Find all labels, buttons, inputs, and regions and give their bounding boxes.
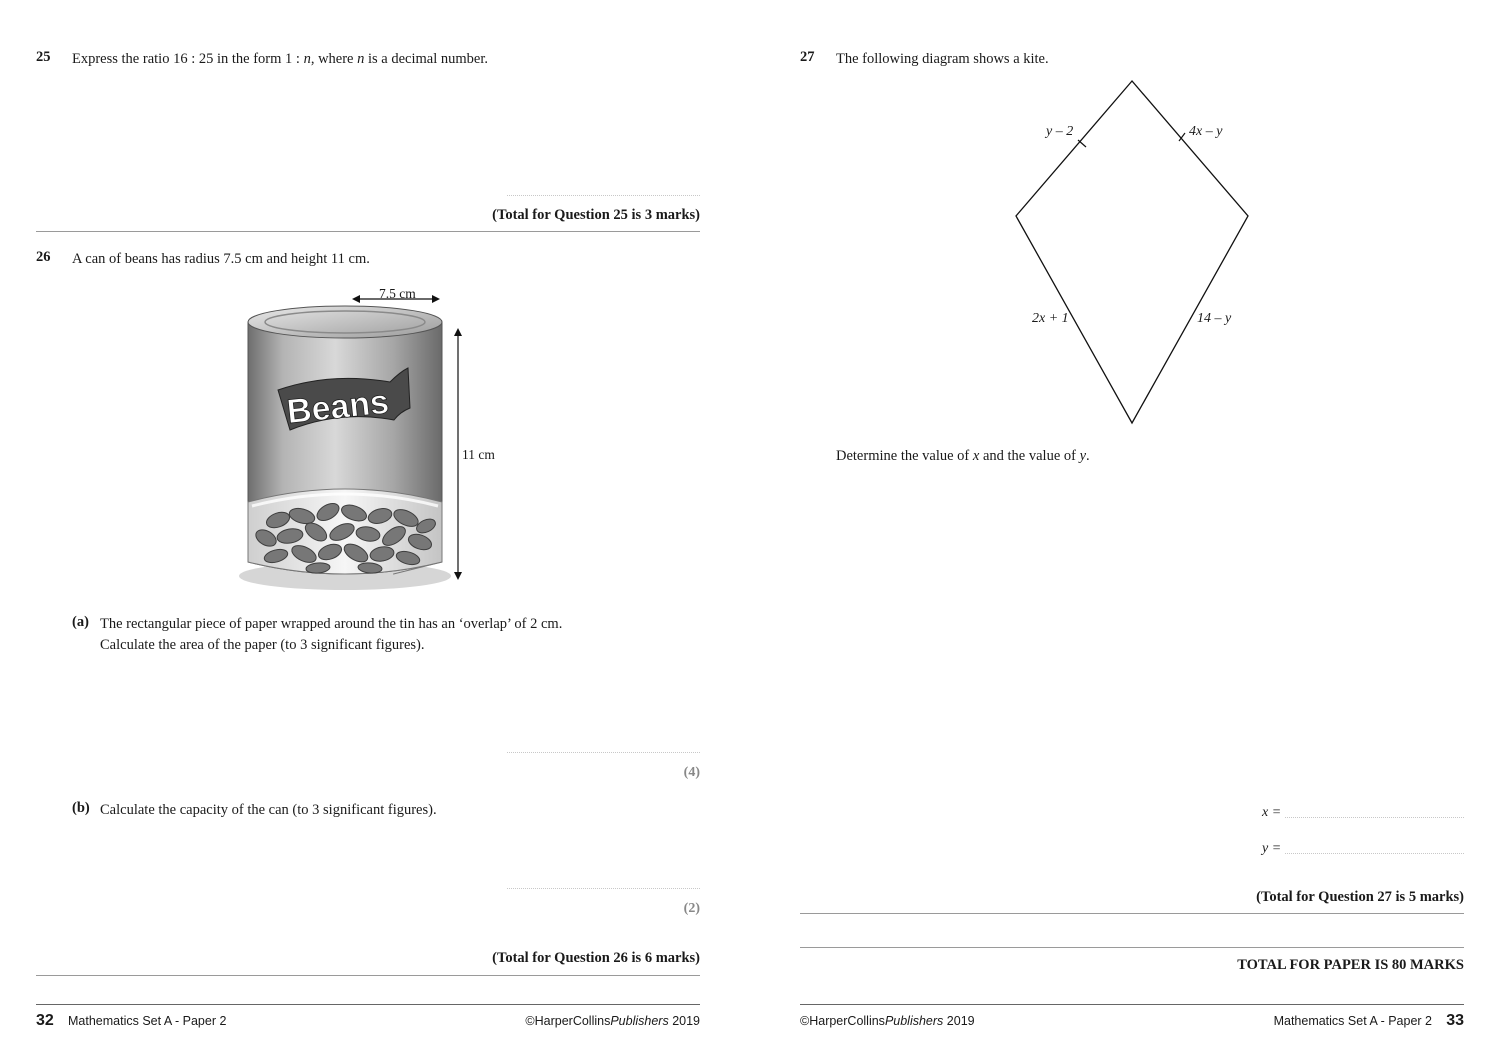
q25-text-part: Express the ratio 16 : 25 in the form 1 : bbox=[72, 51, 304, 67]
copyright-part: ©HarperCollins bbox=[800, 1014, 885, 1028]
part-a-line1: The rectangular piece of paper wrapped around the tin has an ‘overlap’ of 2 cm. bbox=[100, 616, 563, 632]
answer-y-line[interactable] bbox=[1285, 853, 1464, 854]
copyright-part: ©HarperCollins bbox=[525, 1014, 611, 1028]
right-page-number: 33 bbox=[1446, 1012, 1464, 1029]
question-27-number: 27 bbox=[800, 49, 815, 65]
question-27-text: The following diagram shows a kite. bbox=[836, 51, 1049, 67]
q25-var-n: n bbox=[303, 51, 311, 67]
radius-arrowhead-left bbox=[352, 295, 360, 303]
kite-label-top-right: 4x – y bbox=[1189, 124, 1223, 139]
radius-label: 7.5 cm bbox=[379, 286, 416, 301]
left-footer-title: Mathematics Set A - Paper 2 bbox=[68, 1014, 227, 1028]
q27-prompt-part: . bbox=[1086, 448, 1090, 464]
kite-diagram bbox=[1000, 70, 1270, 435]
question-25-text bbox=[72, 49, 488, 70]
q25-text-part: , where bbox=[310, 51, 358, 67]
left-footer-copyright bbox=[525, 1014, 700, 1028]
copyright-part: Publishers bbox=[884, 1014, 944, 1028]
q27-divider bbox=[800, 913, 1464, 914]
part-b-answer-line[interactable] bbox=[507, 888, 700, 889]
bean-can-illustration bbox=[230, 280, 510, 595]
question-27-prompt bbox=[836, 446, 1090, 467]
part-b-label: (b) bbox=[72, 800, 90, 816]
radius-arrowhead-right bbox=[432, 295, 440, 303]
right-footer-copyright bbox=[800, 1014, 975, 1028]
question-26-number: 26 bbox=[36, 249, 51, 265]
kite-label-bottom-left: 2x + 1 bbox=[1032, 311, 1069, 326]
q27-var-y: y bbox=[1079, 448, 1087, 464]
part-b-line1: Calculate the capacity of the can (to 3 significant figures). bbox=[100, 802, 437, 818]
q25-answer-line[interactable] bbox=[507, 195, 700, 196]
answer-x-line[interactable] bbox=[1285, 817, 1464, 818]
answer-y-label: y = bbox=[1262, 841, 1282, 856]
right-footer-title: Mathematics Set A - Paper 2 bbox=[1273, 1014, 1432, 1028]
height-arrowhead-top bbox=[454, 328, 462, 336]
answer-x-label: x = bbox=[1262, 805, 1282, 820]
part-a-answer-line[interactable] bbox=[507, 752, 700, 753]
part-a-marks: (4) bbox=[683, 765, 700, 780]
tick-mark-left bbox=[1078, 140, 1086, 147]
q25-text-part: is a decimal number. bbox=[364, 51, 488, 67]
question-26-text: A can of beans has radius 7.5 cm and height 11 cm. bbox=[72, 251, 370, 267]
kite-label-bottom-right: 14 – y bbox=[1197, 311, 1232, 326]
q25-var-n: n bbox=[357, 51, 365, 67]
left-footer-rule bbox=[36, 1004, 700, 1005]
copyright-part: Publishers bbox=[610, 1014, 669, 1028]
q27-prompt-part: Determine the value of bbox=[836, 448, 973, 464]
q26-total-marks: (Total for Question 26 is 6 marks) bbox=[492, 950, 700, 966]
right-footer-rule bbox=[800, 1004, 1464, 1005]
can-brand-text: Beans bbox=[285, 382, 391, 432]
q25-divider bbox=[36, 231, 700, 232]
left-page-number: 32 bbox=[36, 1012, 54, 1029]
part-a-line2: Calculate the area of the paper (to 3 significant figures). bbox=[100, 637, 425, 653]
q27-total-marks: (Total for Question 27 is 5 marks) bbox=[1256, 889, 1464, 905]
height-arrowhead-bottom bbox=[454, 572, 462, 580]
paper-total-marks: TOTAL FOR PAPER IS 80 MARKS bbox=[1237, 957, 1464, 973]
copyright-part: 2019 bbox=[668, 1014, 700, 1028]
part-a-label: (a) bbox=[72, 614, 89, 630]
q26-divider bbox=[36, 975, 700, 976]
q27-prompt-part: and the value of bbox=[979, 448, 1080, 464]
question-25-number: 25 bbox=[36, 49, 51, 65]
copyright-part: 2019 bbox=[943, 1014, 975, 1028]
q25-total-marks: (Total for Question 25 is 3 marks) bbox=[492, 207, 700, 223]
height-label: 11 cm bbox=[462, 447, 495, 462]
part-b-marks: (2) bbox=[683, 901, 700, 916]
q27-var-x: x bbox=[972, 448, 980, 464]
paper-total-rule bbox=[800, 947, 1464, 948]
kite-label-top-left: y – 2 bbox=[1046, 124, 1074, 139]
